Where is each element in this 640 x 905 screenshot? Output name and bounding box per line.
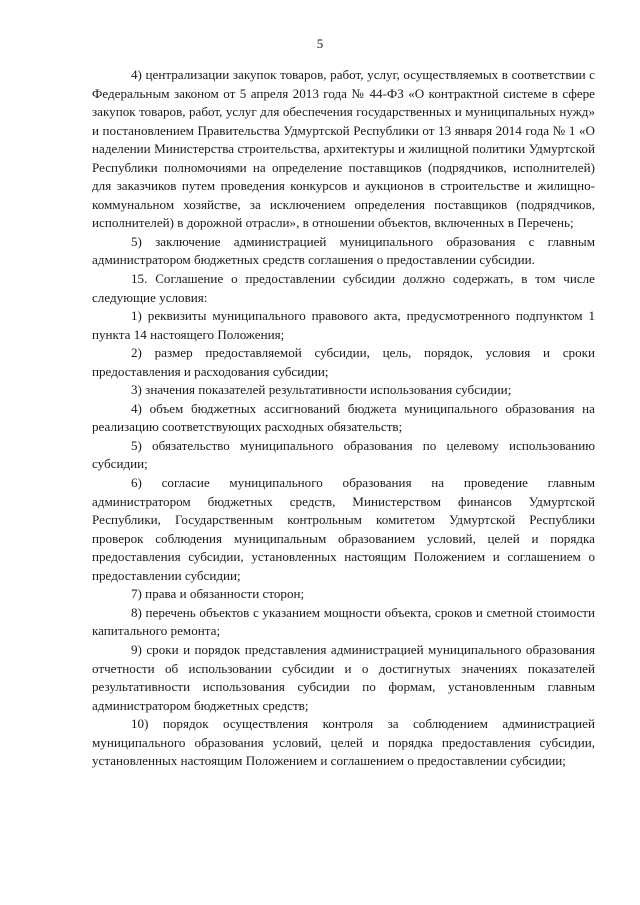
paragraph-condition-3: 3) значения показателей результативности использования субсидии; [131, 382, 512, 398]
paragraph-condition-1: 1) реквизиты муниципального правового акта, предусмотренного подпунктом 1 пункта 14 настоящего Положения; [92, 308, 595, 342]
document-body [92, 66, 595, 771]
paragraph-section-15: 15. Соглашение о предоставлении субсидии должно содержать, в том числе следующие условия: [92, 271, 595, 305]
paragraph-condition-4: 4) объем бюджетных ассигнований бюджета муниципального образования на реализацию соответствующих расходных обязательств; [92, 400, 595, 435]
paragraph-condition-5: 5) обязательство муниципального образования по целевому использованию субсидии; [92, 437, 595, 472]
paragraph-condition-8: 8) перечень объектов с указанием мощности объекта, сроков и сметной стоимости капитального ремонта; [92, 604, 595, 639]
paragraph-item-5-agreement: 5) заключение администрацией муниципального образования с главным администратором бюджетных средств соглашения о предоставлении субсидии. [92, 233, 595, 268]
paragraph-condition-2: 2) размер предоставляемой субсидии, цель, порядок, условия и сроки предоставления и расходования субсидии; [92, 345, 595, 379]
paragraph-condition-10: 10) порядок осуществления контроля за соблюдением администрацией муниципального образования условий, целей и порядка предоставления субсидии, установленных настоящим Положением и соглашением о предоставлении субсидии; [92, 716, 595, 769]
paragraph-condition-9: 9) сроки и порядок представления администрацией муниципального образования отчетности об использовании субсидии и о достигнутых значениях показателей результативности использования субсидии по формам, установленным главным администратором бюджетных средств; [92, 641, 595, 713]
paragraph-item-4-centralization: 4) централизации закупок товаров, работ, услуг, осуществляемых в соответствии с Федеральным законом от 5 апреля 2013 года № 44-ФЗ «О контрактной системе в сфере закупок товаров, работ, услуг для обеспечения государственных и муниципальных нужд» и постановлением Правительства Удмуртской Республики от 13 января 2014 года № 1 «О наделении Министерства строительства, архитектуры и жилищной политики Удмуртской Республики полномочиями на определение поставщиков (подрядчиков, исполнителей) для заказчиков путем проведения конкурсов и аукционов в строительстве и жилищно-коммунальном хозяйстве, за исключением определения поставщиков (подрядчиков, исполнителей) в дорожной отрасли», в отношении объектов, включенных в Перечень; [92, 67, 595, 231]
paragraph-condition-7: 7) права и обязанности сторон; [131, 586, 305, 602]
page-number: 5 [316, 36, 324, 51]
paragraph-condition-6: 6) согласие муниципального образования на проведение главным администратором бюджетных средств, Министерством финансов Удмуртской Республики, Государственным контрольным комитетом Удмуртской Республики проверок соблюдения муниципальным образованием условий, целей и порядка предоставления субсидии, установленных настоящим Положением и соглашением о предоставлении субсидии; [92, 475, 595, 583]
